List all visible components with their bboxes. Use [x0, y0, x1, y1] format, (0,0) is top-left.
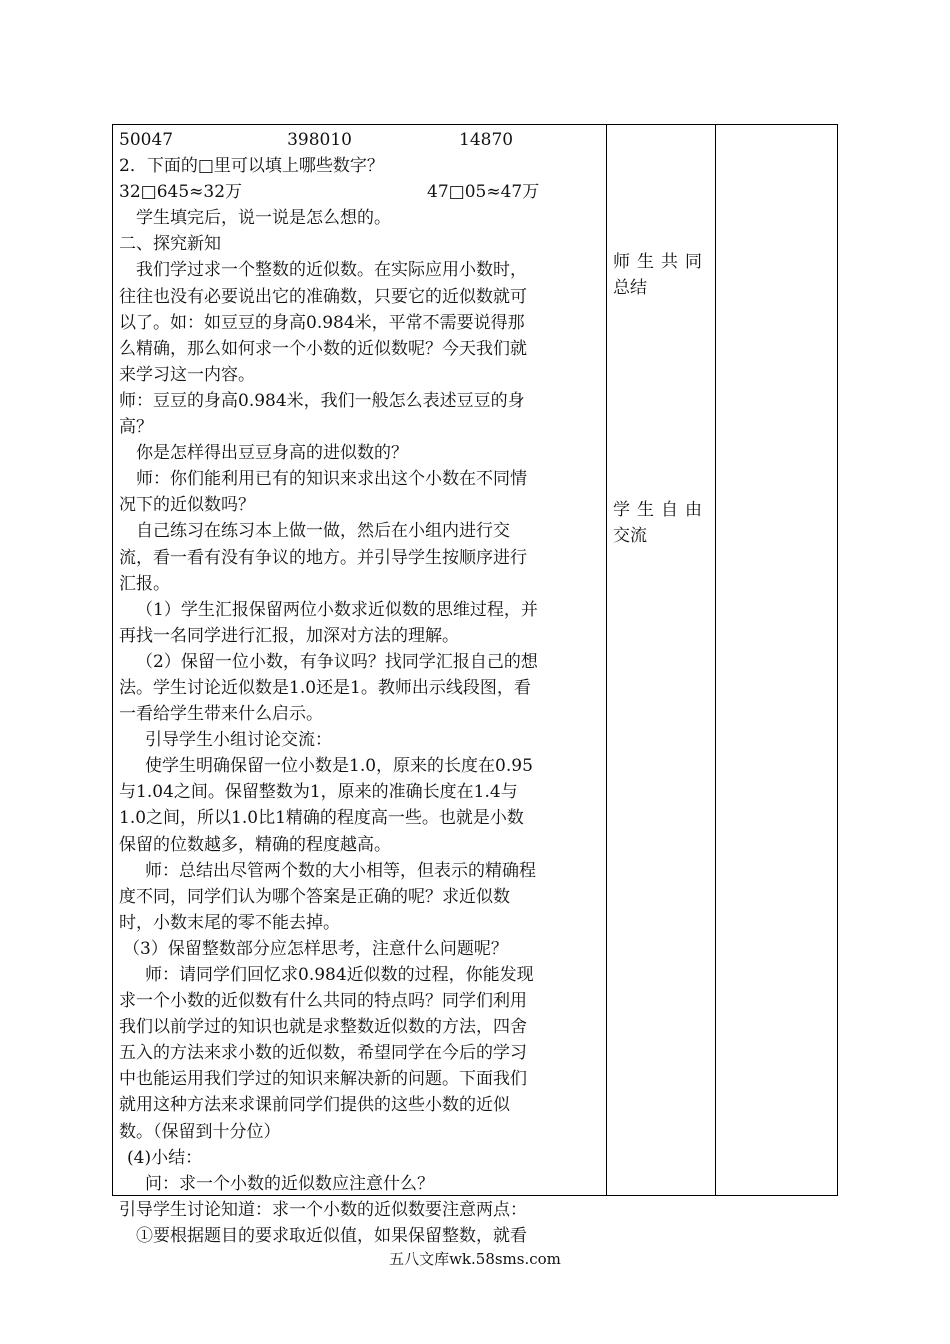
text-line: 再找一名同学进行汇报，加深对方法的理解。	[119, 625, 459, 646]
note-line: 师生共同	[613, 252, 709, 272]
text-line: 中也能运用我们学过的知识来解决新的问题。下面我们	[119, 1069, 527, 1090]
text-line: 数。（保留到十分位）	[119, 1121, 281, 1142]
text-line: （3）保留整数部分应怎样思考，注意什么问题呢？	[123, 938, 508, 959]
text-line: 汇报。	[119, 573, 170, 594]
text-line: 一看给学生带来什么启示。	[119, 704, 323, 725]
text-line: 我们以前学过的知识也就是求整数近似数的方法，四舍	[119, 1017, 527, 1038]
text-line: 与1.04之间。保留整数为1，原来的准确长度在1.4与	[119, 782, 518, 803]
text-line: ①要根据题目的要求取近似值，如果保留整数，就看	[136, 1225, 527, 1246]
number-examples-line: 50047 398010 14870	[119, 130, 514, 150]
text-line: 高？	[119, 417, 153, 438]
teaching-process-column	[119, 127, 603, 1249]
section-heading: 二、探究新知	[119, 234, 221, 255]
text-line: 你是怎样得出豆豆身高的进似数的？	[136, 443, 408, 464]
text-line: 五入的方法来求小数的近似数，希望同学在今后的学习	[119, 1043, 527, 1064]
text-line: 师：豆豆的身高0.984米，我们一般怎么表述豆豆的身	[119, 390, 525, 411]
text-line: 师：总结出尽管两个数的大小相等，但表示的精确程	[145, 860, 536, 881]
note-teacher-student-summary	[613, 249, 713, 301]
text-line: 况下的近似数吗？	[119, 495, 255, 516]
note-free-discussion	[613, 497, 713, 549]
text-line: 学生填完后，说一说是怎么想的。	[136, 208, 391, 229]
footer-watermark: 五八文库wk.58sms.com	[389, 1250, 561, 1268]
text-line: 就用这种方法来求课前同学们提供的这些小数的近似	[119, 1095, 510, 1116]
text-line: 我们学过求一个整数的近似数。在实际应用小数时，	[136, 260, 527, 281]
text-line: 引导学生讨论知道：求一个小数的近似数要注意两点：	[119, 1199, 527, 1220]
note-line: 学生自由	[613, 500, 709, 520]
text-line: 保留的位数越多，精确的程度越高。	[119, 834, 391, 855]
text-line: （2）保留一位小数，有争议吗？找同学汇报自己的想	[136, 651, 538, 672]
text-line: 往往也没有必要说出它的准确数，只要它的近似数就可	[119, 286, 527, 307]
text-line: （1）学生汇报保留两位小数求近似数的思维过程，并	[136, 599, 538, 620]
note-line: 总结	[613, 278, 647, 298]
text-line: 自己练习在练习本上做一做，然后在小组内进行交	[136, 521, 510, 542]
text-line: 求一个小数的近似数有什么共同的特点吗？同学们利用	[119, 991, 527, 1012]
text-line: 引导学生小组讨论交流：	[145, 730, 332, 751]
text-line: 度不同，同学们认为哪个答案是正确的呢？求近似数	[119, 886, 510, 907]
fill-in-line: 32□645≈32万 47□05≈47万	[119, 182, 540, 203]
text-line: 2．下面的□里可以填上哪些数字？	[119, 156, 384, 177]
text-line: 问：求一个小数的近似数应注意什么？	[145, 1173, 434, 1194]
text-line: 么精确，那么如何求一个小数的近似数呢？今天我们就	[119, 338, 527, 359]
text-line: 1.0之间，所以1.0比1精确的程度高一些。也就是小数	[119, 808, 524, 829]
note-line: 交流	[613, 526, 647, 546]
text-line: 来学习这一内容。	[119, 364, 255, 385]
column-divider	[606, 125, 607, 1195]
text-line: 师：你们能利用已有的知识来求出这个小数在不同情	[136, 469, 527, 490]
lesson-table	[112, 124, 838, 1246]
text-line: 流，看一看有没有争议的地方。并引导学生按顺序进行	[119, 547, 527, 568]
text-line: 时，小数末尾的零不能去掉。	[119, 912, 340, 933]
column-divider	[715, 125, 716, 1195]
text-line: 师：请同学们回忆求0.984近似数的过程，你能发现	[145, 965, 534, 985]
text-line: 使学生明确保留一位小数是1.0，原来的长度在0.95	[145, 756, 533, 777]
text-line: (4)小结：	[127, 1147, 203, 1168]
text-line: 法。学生讨论近似数是1.0还是1。教师出示线段图，看	[119, 677, 531, 698]
text-line: 以了。如：如豆豆的身高0.984米，平常不需要说得那	[119, 312, 525, 333]
